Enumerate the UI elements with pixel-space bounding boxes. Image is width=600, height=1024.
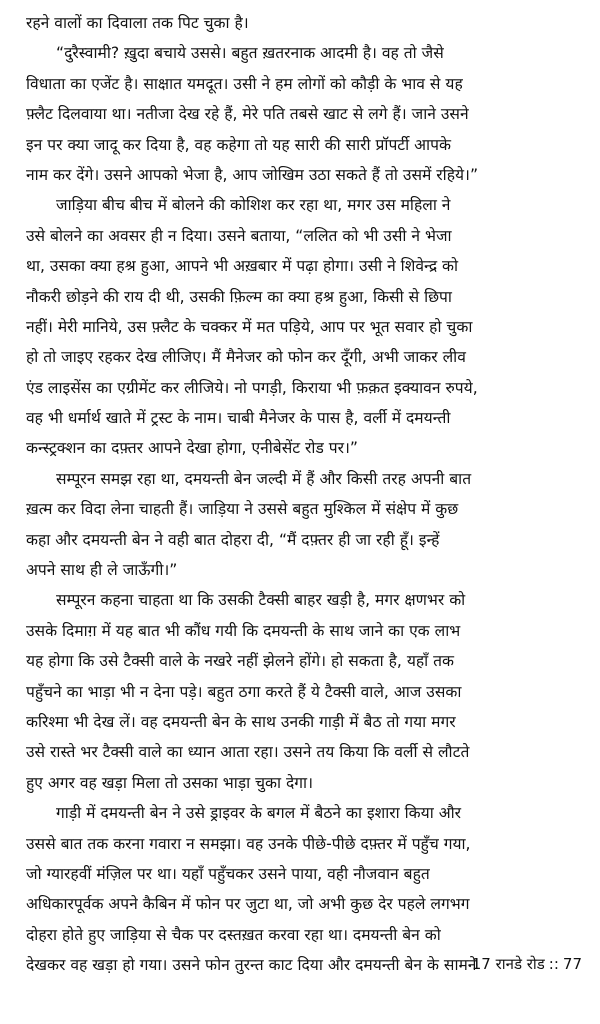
text-line: पहुँचने का भाड़ा भी न देना पड़े। बहुत ठगा करते हैं ये टैक्सी वाले, आज उसका — [26, 682, 462, 701]
text-line: उससे बात तक करना गवारा न समझा। वह उनके पीछे-पीछे दफ़्तर में पहुँच गया, — [26, 834, 471, 853]
paragraph-first-line: जाड़िया बीच बीच में बोलने की कोशिश कर रहा था, मगर उस महिला ने — [56, 196, 451, 215]
footer-separator: :: — [548, 955, 559, 973]
text-line: नौकरी छोड़ने की राय दी थी, उसकी फ़िल्म का क्या हश्र हुआ, किसी से छिपा — [26, 287, 452, 306]
text-line: हो तो जाइए रहकर देख लीजिए। मैं मैनेजर को फोन कर दूँगी, अभी जाकर लीव — [26, 348, 466, 367]
text-line: देखकर वह खड़ा हो गया। उसने फोन तुरन्त काट दिया और दमयन्ती बेन के सामने — [26, 956, 477, 975]
paragraph-first-line: गाड़ी में दमयन्ती बेन ने उसे ड्राइवर के बगल में बैठने का इशारा किया और — [56, 804, 462, 823]
text-line: कहा और दमयन्ती बेन ने वही बात दोहरा दी, “मैं दफ़्तर ही जा रही हूँ। इन्हें — [26, 530, 440, 549]
paragraph-first-line: सम्पूरन समझ रहा था, दमयन्ती बेन जल्दी में हैं और किसी तरह अपनी बात — [56, 469, 472, 488]
text-line: जो ग्यारहवीं मंज़िल पर था। यहाँ पहुँचकर उसने पाया, वही नौजवान बहुत — [26, 864, 430, 883]
text-line: कन्स्ट्रक्शन का दफ़्तर आपने देखा होगा, एनीबेसेंट रोड पर।” — [26, 439, 358, 458]
text-line: एंड लाइसेंस का एग्रीमेंट कर लीजिये। नो पगड़ी, किराया भी फ़क़त इक्यावन रुपये, — [26, 378, 478, 397]
text-line: करिश्मा भी देख लें। वह दमयन्ती बेन के साथ उनकी गाड़ी में बैठ तो गया मगर — [26, 712, 456, 731]
text-line: उसे बोलने का अवसर ही न दिया। उसने बताया, “ललित को भी उसी ने भेजा — [26, 226, 452, 245]
text-line: फ़्लैट दिलवाया था। नतीजा देख रहे हैं, मेरे पति तबसे खाट से लगे हैं। जाने उसने — [26, 105, 469, 124]
text-line: हुए अगर वह खड़ा मिला तो उसका भाड़ा चुका देगा। — [26, 773, 313, 792]
text-line: अधिकारपूर्वक अपने कैबिन में फोन पर जुटा था, जो अभी कुछ देर पहले लगभग — [26, 895, 470, 914]
text-line: रहने वालों का दिवाला तक पिट चुका है। — [26, 14, 249, 32]
page-footer — [472, 954, 582, 974]
text-line: अपने साथ ही ले जाऊँगी।” — [26, 561, 178, 580]
text-line: ख़त्म कर विदा लेना चाहती हैं। जाड़िया ने उससे बहुत मुश्किल में संक्षेप में कुछ — [26, 500, 459, 519]
text-line: विधाता का एजेंट है। साक्षात यमदूत। उसी ने हम लोगों को कौड़ी के भाव से यह — [26, 74, 463, 93]
text-line: इन पर क्या जादू कर दिया है, वह कहेगा तो यह सारी की सारी प्रॉपर्टी आपके — [26, 135, 451, 154]
paragraph-first-line: “दुरैस्वामी? ख़ुदा बचाये उससे। बहुत ख़तरनाक आदमी है। वह तो जैसे — [56, 44, 444, 63]
text-line: यह होगा कि उसे टैक्सी वाले के नखरे नहीं झेलने होंगे। हो सकता है, यहाँ तक — [26, 652, 455, 671]
page-body-text — [26, 8, 584, 981]
running-title: 17 रानडे रोड — [471, 955, 545, 973]
paragraph-first-line: सम्पूरन कहना चाहता था कि उसकी टैक्सी बाहर खड़ी है, मगर क्षणभर को — [56, 591, 466, 610]
text-line: उसे रास्ते भर टैक्सी वाले का ध्यान आता रहा। उसने तय किया कि वर्ली से लौटते — [26, 743, 470, 762]
page-number: 77 — [562, 955, 582, 973]
text-line: नाम कर देंगे। उसने आपको भेजा है, आप जोखिम उठा सकते हैं तो उसमें रहिये।” — [26, 165, 479, 184]
text-line: उसके दिमाग़ में यह बात भी कौंध गयी कि दमयन्ती के साथ जाने का एक लाभ — [26, 621, 461, 640]
text-line: दोहरा होते हुए जाड़िया से चैक पर दस्तख़त करवा रहा था। दमयन्ती बेन को — [26, 925, 441, 944]
text-line: नहीं। मेरी मानिये, उस फ़्लैट के चक्कर में मत पड़िये, आप पर भूत सवार हो चुका — [26, 317, 473, 336]
text-line: था, उसका क्या हश्र हुआ, आपने भी अख़बार में पढ़ा होगा। उसी ने शिवेन्द्र को — [26, 257, 459, 276]
text-line: वह भी धर्मार्थ खाते में ट्रस्ट के नाम। चाबी मैनेजर के पास है, वर्ली में दमयन्ती — [26, 409, 451, 428]
